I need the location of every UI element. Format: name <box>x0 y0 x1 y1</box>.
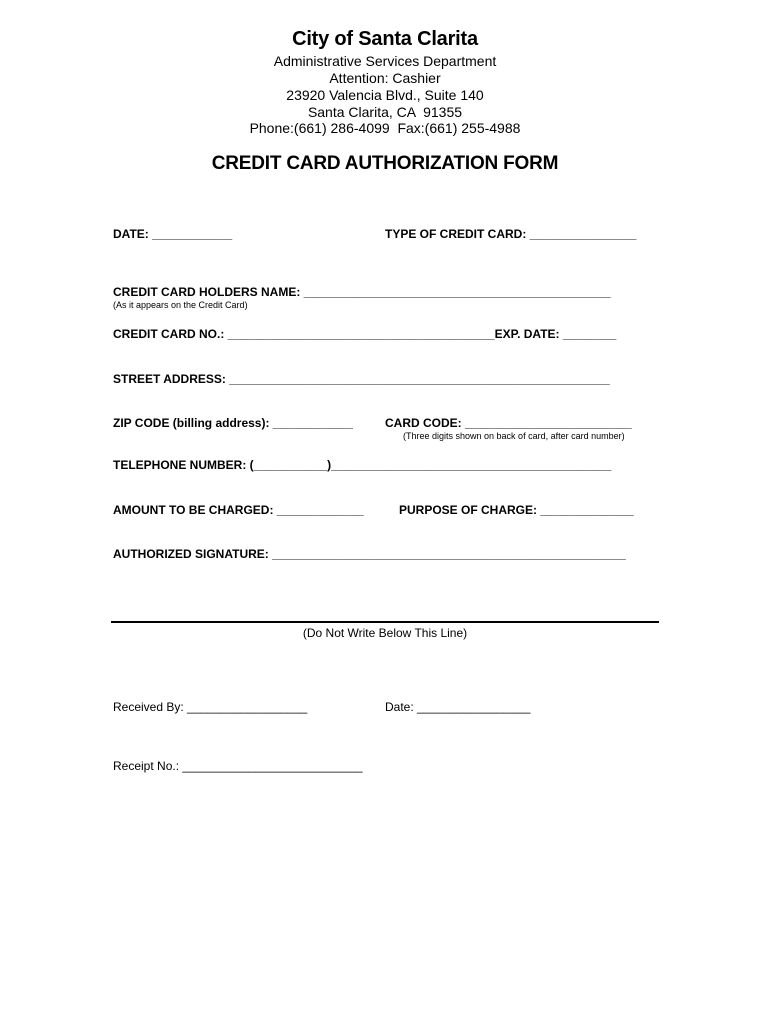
attention-line: Attention: Cashier <box>329 70 441 86</box>
department-name: Administrative Services Department <box>273 53 497 69</box>
date-field[interactable]: DATE: ____________ <box>113 227 233 241</box>
telephone-number-field[interactable]: TELEPHONE NUMBER: (___________)__________________________________________ <box>113 458 612 472</box>
receipt-number-field[interactable]: Receipt No.: ___________________________ <box>113 759 363 773</box>
amount-charged-field[interactable]: AMOUNT TO BE CHARGED: _____________ <box>113 503 364 517</box>
phone-fax-line: Phone:(661) 286-4099 Fax:(661) 255-4988 <box>249 120 521 136</box>
organization-name: City of Santa Clarita <box>292 28 478 50</box>
zip-code-field[interactable]: ZIP CODE (billing address): ____________ <box>113 416 353 430</box>
form-title: CREDIT CARD AUTHORIZATION FORM <box>211 153 559 174</box>
card-holder-name-field[interactable]: CREDIT CARD HOLDERS NAME: ______________________________________________ <box>113 285 611 299</box>
card-code-note: (Three digits shown on back of card, after card number) <box>403 431 625 441</box>
received-by-field[interactable]: Received By: __________________ <box>113 700 308 714</box>
card-code-field[interactable]: CARD CODE: _________________________ <box>385 416 632 430</box>
office-date-field[interactable]: Date: _________________ <box>385 700 531 714</box>
purpose-of-charge-field[interactable]: PURPOSE OF CHARGE: ______________ <box>399 503 634 517</box>
card-type-field[interactable]: TYPE OF CREDIT CARD: ________________ <box>385 227 637 241</box>
office-use-divider <box>111 621 659 623</box>
authorized-signature-field[interactable]: AUTHORIZED SIGNATURE: _____________________________________________________ <box>113 547 626 561</box>
card-holder-name-note: (As it appears on the Credit Card) <box>113 300 248 310</box>
card-number-field[interactable]: CREDIT CARD NO.: ________________________________________EXP. DATE: ________ <box>113 327 617 341</box>
city-state-zip-line: Santa Clarita, CA 91355 <box>307 104 463 120</box>
street-address-line: 23920 Valencia Blvd., Suite 140 <box>286 87 484 103</box>
street-address-field[interactable]: STREET ADDRESS: _________________________________________________________ <box>113 372 610 386</box>
office-use-note: (Do Not Write Below This Line) <box>302 626 468 640</box>
